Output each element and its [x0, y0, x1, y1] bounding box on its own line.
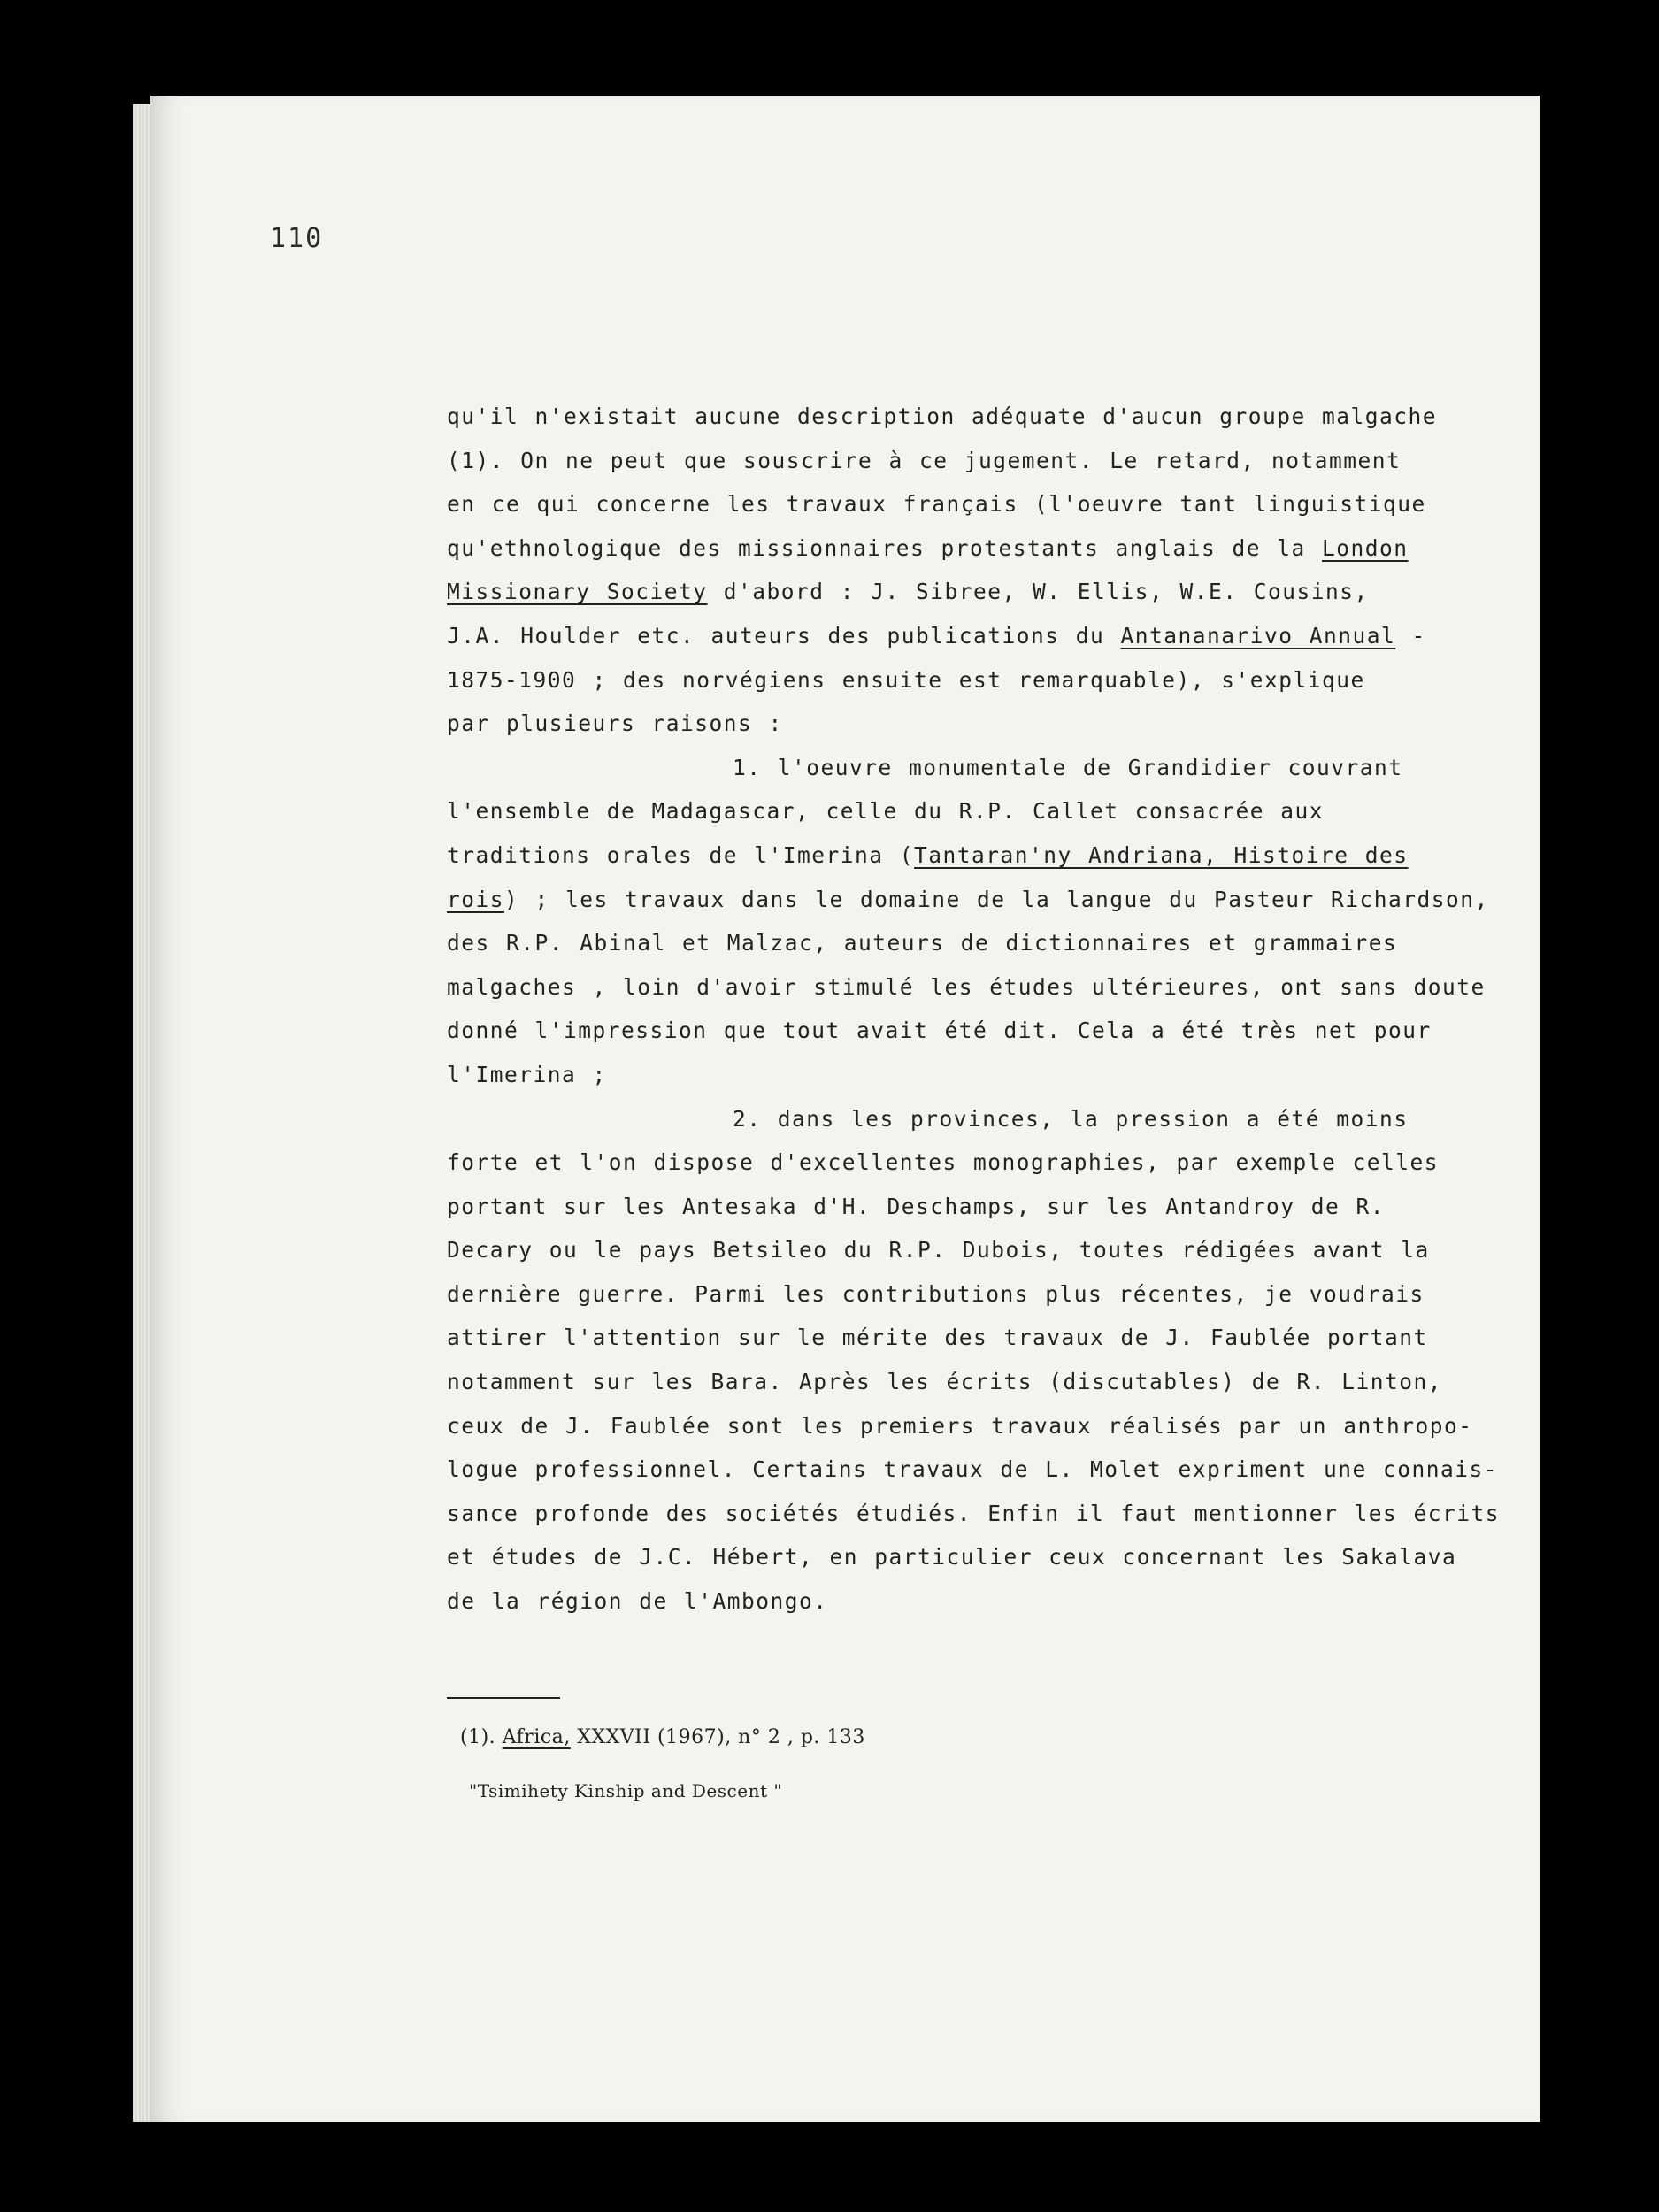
text-segment: en ce qui concerne les travaux français (l'oeuvre tant linguistique	[447, 491, 1426, 518]
footnote-citation	[460, 1724, 865, 1777]
underlined-title: rois	[447, 886, 505, 912]
text-segment: 2. dans les provinces, la pression a été moins	[733, 1105, 1409, 1132]
text-line	[447, 965, 1486, 1010]
footnote-reference: XXXVII (1967), n° 2 , p. 133	[570, 1726, 865, 1748]
text-segment: par plusieurs raisons :	[447, 710, 783, 737]
underlined-title: London	[1322, 534, 1409, 561]
text-segment: dernière guerre. Parmi les contributions plus récentes, je voudrais	[447, 1280, 1425, 1307]
text-line	[447, 395, 1447, 439]
text-segment: qu'il n'existait aucune description adéquate d'aucun groupe malgache	[447, 403, 1438, 429]
text-segment: ) ; les travaux dans le domaine de la langue du Pasteur Richardson,	[504, 886, 1489, 912]
text-line	[447, 878, 1489, 922]
text-segment: donné l'impression que tout avait été dit. Cela a été très net pour	[447, 1018, 1432, 1044]
text-segment: Decary ou le pays Betsileo du R.P. Dubois, toutes rédigées avant la	[447, 1237, 1430, 1263]
text-line	[447, 1579, 1447, 1624]
text-line	[447, 439, 1447, 483]
text-line	[447, 1404, 1473, 1448]
text-segment: 1875-1900 ; des norvégiens ensuite est remarquable), s'explique	[447, 666, 1365, 693]
text-segment: -	[1395, 622, 1426, 649]
text-line	[447, 833, 1447, 878]
text-segment: ceux de J. Faublée sont les premiers travaux réalisés par un anthropo-	[447, 1412, 1473, 1439]
text-line	[447, 1448, 1499, 1492]
footnote-rule	[447, 1697, 560, 1699]
body-text	[447, 395, 1501, 1624]
text-segment: logue professionnel. Certains travaux de L. Molet expriment une connais-	[447, 1456, 1499, 1483]
footnote-source: Africa,	[502, 1726, 571, 1748]
text-segment: portant sur les Antesaka d'H. Deschamps, sur les Antandroy de R.	[447, 1193, 1386, 1219]
text-line	[447, 1141, 1447, 1185]
text-segment: l'ensemble de Madagascar, celle du R.P. Callet consacrée aux	[447, 798, 1325, 825]
text-segment: de la région de l'Ambongo.	[447, 1588, 828, 1615]
text-line	[447, 1097, 1447, 1141]
text-line	[447, 746, 1447, 790]
text-line	[447, 1535, 1457, 1579]
text-segment: traditions orales de l'Imerina (	[447, 841, 915, 868]
text-line	[447, 1316, 1447, 1360]
text-segment: notamment sur les Bara. Après les écrits (discutables) de R. Linton,	[447, 1369, 1443, 1395]
text-line	[447, 1185, 1447, 1229]
text-segment: qu'ethnologique des missionnaires protestants anglais de la	[447, 534, 1323, 561]
text-segment: forte et l'on dispose d'excellentes monographies, par exemple celles	[447, 1149, 1440, 1176]
text-line	[447, 1272, 1447, 1317]
text-segment: 1. l'oeuvre monumentale de Grandidier couvrant	[733, 754, 1403, 780]
text-line	[447, 658, 1447, 703]
text-segment: malgaches , loin d'avoir stimulé les études ultérieures, ont sans doute	[447, 973, 1486, 1000]
text-line	[447, 1228, 1447, 1272]
text-line	[447, 570, 1447, 614]
text-segment: sance profonde des sociétés étudiés. Enfin il faut mentionner les écrits	[447, 1500, 1501, 1526]
text-segment: (1). On ne peut que souscrire à ce jugement. Le retard, notamment	[447, 447, 1402, 473]
text-line	[447, 1492, 1501, 1536]
text-line	[447, 482, 1447, 526]
footnote-marker: (1).	[460, 1726, 503, 1748]
underlined-title: Tantaran'ny Andriana, Histoire des	[914, 841, 1409, 868]
text-line	[447, 1009, 1447, 1053]
text-line	[447, 702, 1447, 746]
text-line	[447, 1053, 1447, 1097]
text-line	[447, 614, 1447, 658]
text-line	[447, 526, 1447, 571]
text-line	[447, 1360, 1447, 1404]
page-number: 110	[270, 223, 324, 254]
footnote-title: "Tsimihety Kinship and Descent "	[469, 1780, 783, 1801]
text-segment: attirer l'attention sur le mérite des travaux de J. Faublée portant	[447, 1325, 1428, 1351]
text-segment: l'Imerina ;	[447, 1061, 607, 1087]
text-segment: d'abord : J. Sibree, W. Ellis, W.E. Cousins,	[707, 579, 1369, 605]
underlined-title: Antananarivo Annual	[1120, 622, 1396, 649]
text-segment: J.A. Houlder etc. auteurs des publications du	[447, 622, 1121, 649]
underlined-title: Missionary Society	[447, 579, 708, 605]
text-line	[447, 789, 1447, 833]
footnote	[460, 1724, 865, 1830]
text-line	[447, 921, 1447, 965]
text-segment: des R.P. Abinal et Malzac, auteurs de dictionnaires et grammaires	[447, 930, 1398, 956]
text-segment: et études de J.C. Hébert, en particulier ceux concernant les Sakalava	[447, 1544, 1457, 1571]
